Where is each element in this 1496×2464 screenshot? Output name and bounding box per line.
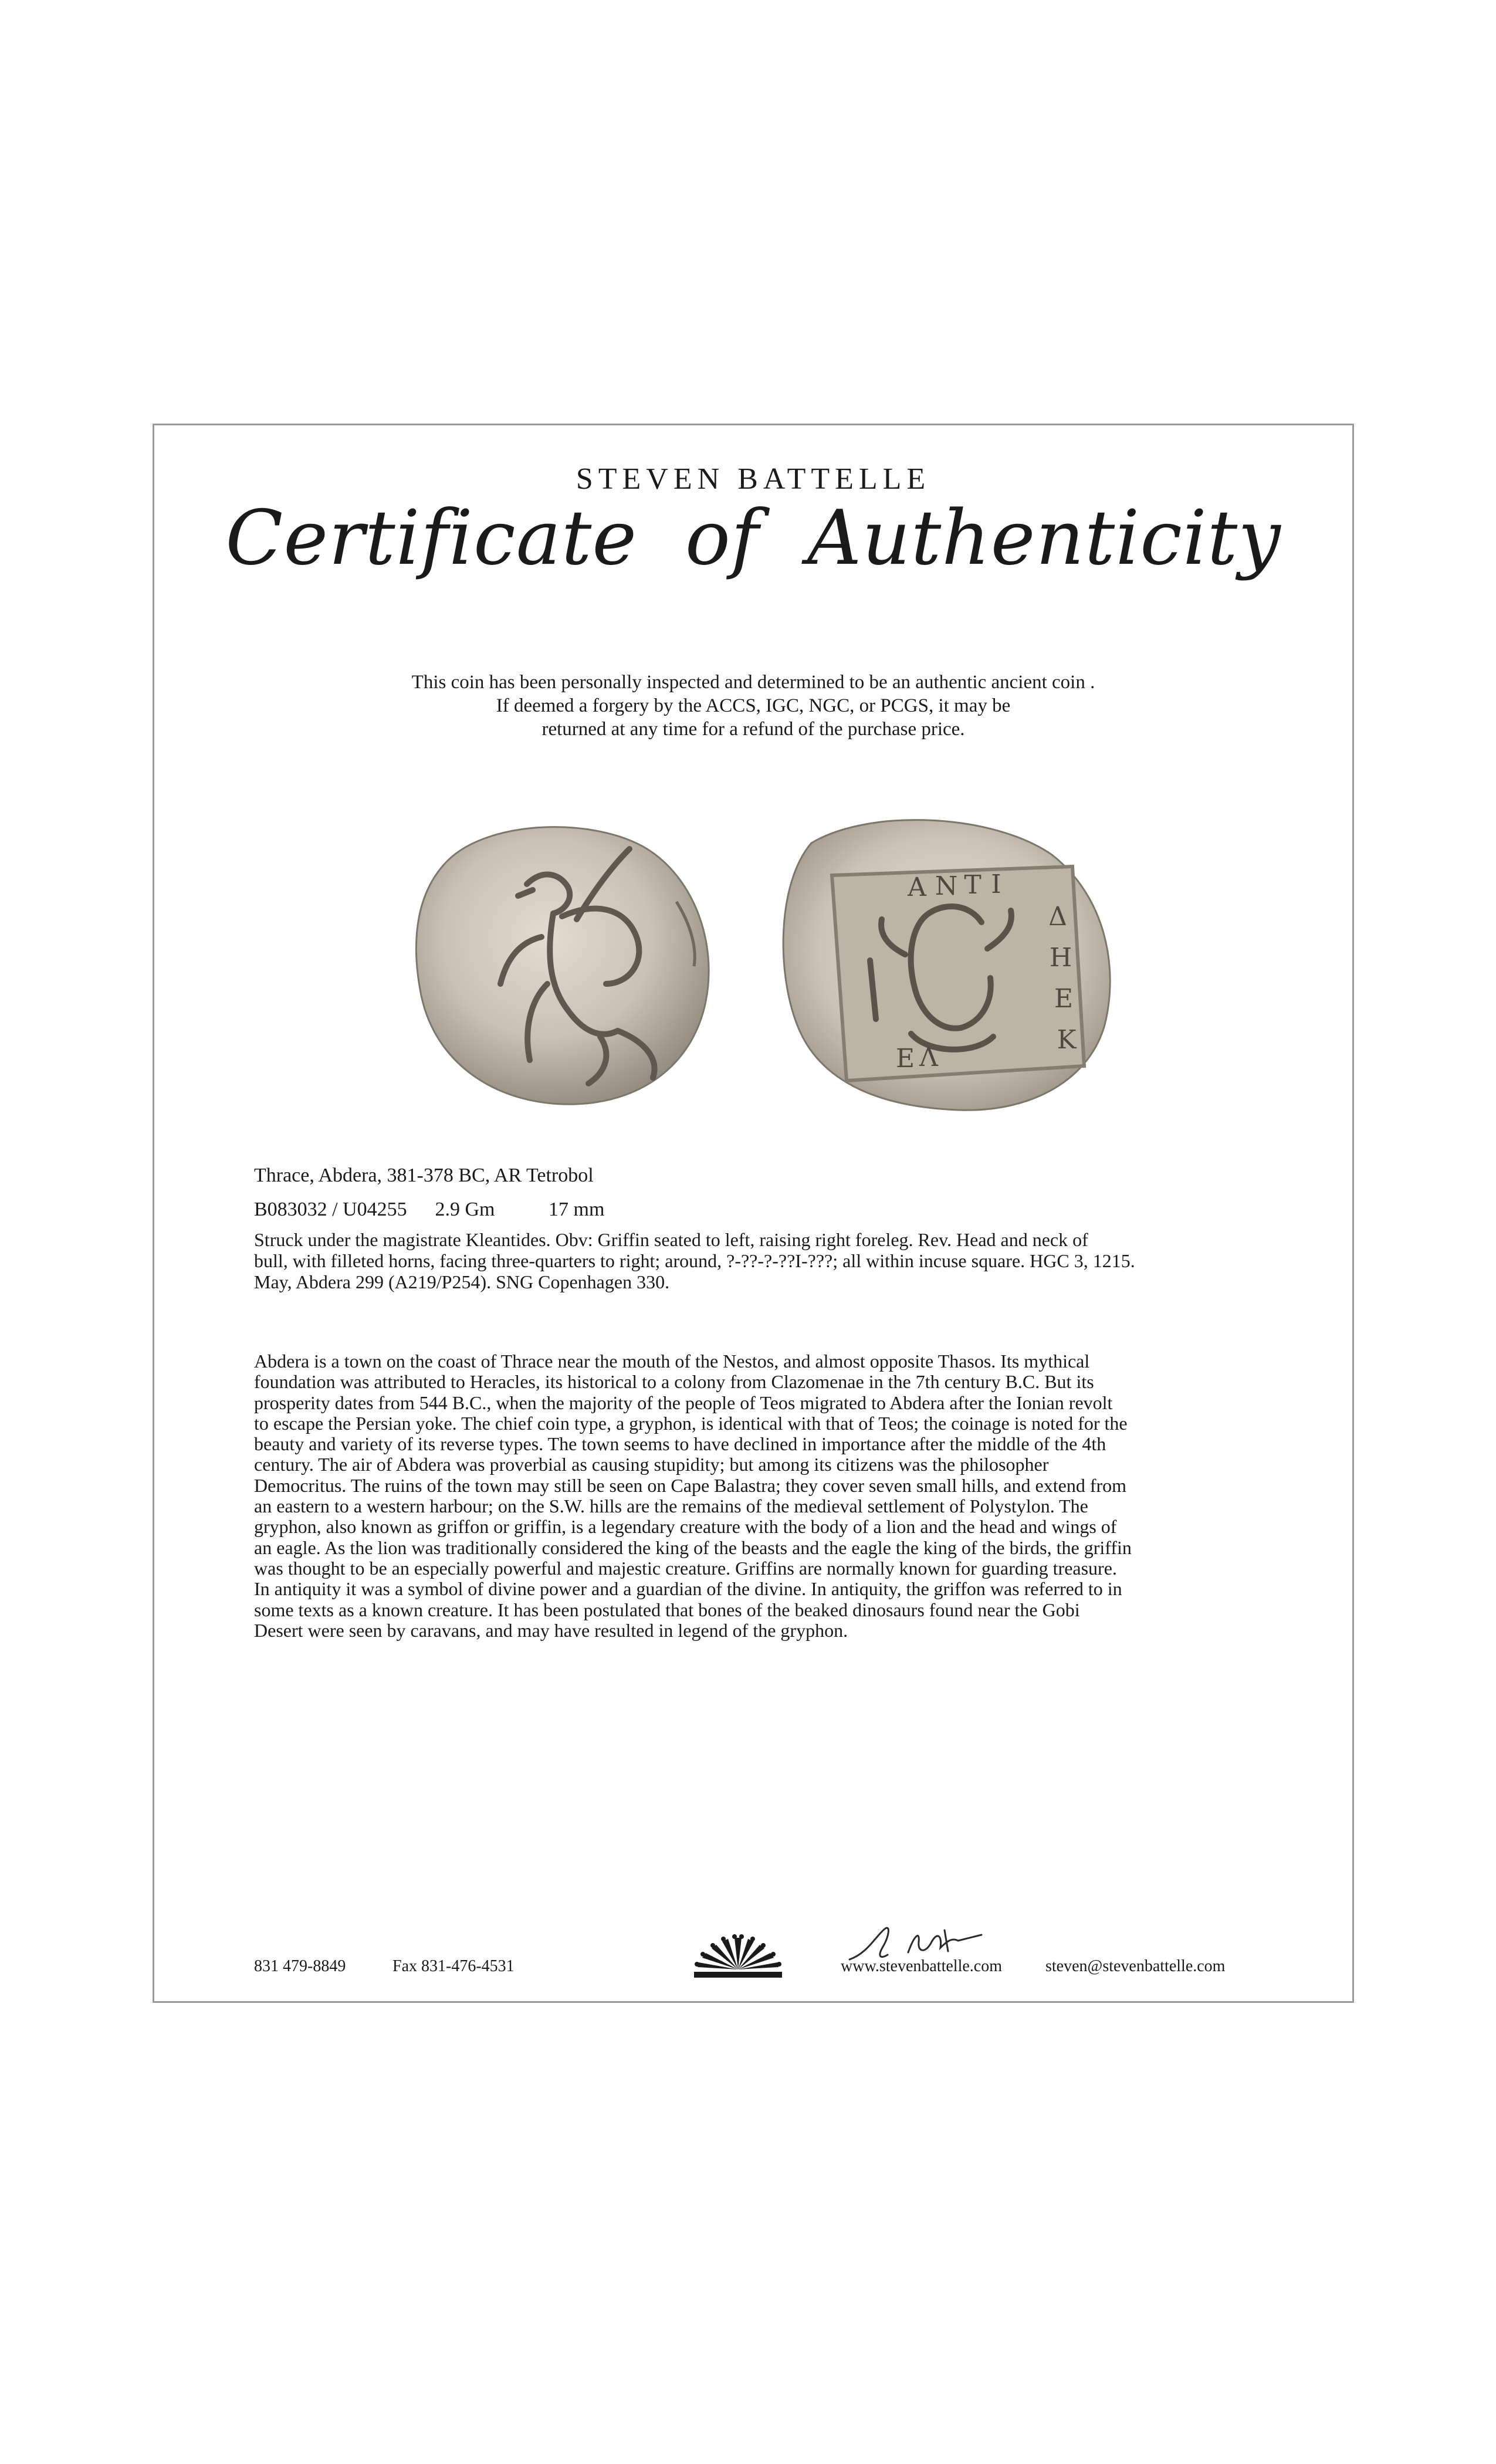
description-line: Struck under the magistrate Kleantides. Obv: Griffin seated to left, raising right foreleg. Rev. Head and neck of <box>254 1229 1088 1250</box>
coin-reverse <box>783 820 1110 1111</box>
coin-images <box>401 808 1128 1119</box>
legend-letter: Ε <box>895 1044 915 1074</box>
footer-email[interactable]: steven@stevenbattelle.com <box>1045 1957 1226 1975</box>
history-line: Desert were seen by caravans, and may have resulted in legend of the gryphon. <box>254 1619 848 1641</box>
inventory-line <box>254 1199 604 1221</box>
description-line: May, Abdera 299 (A219/P254). SNG Copenhagen 330. <box>254 1271 670 1292</box>
legend-letter: Ν <box>935 871 958 901</box>
history-line: prosperity dates from 544 B.C., when the majority of the people of Teos migrated to Abdera after the Ionian revolt <box>254 1392 1113 1413</box>
description-line: bull, with filleted horns, facing three-quarters to right; around, ?-??-?-??I-???; all within incuse square. HGC 3, 1215. <box>254 1250 1135 1271</box>
footer-phone: 831 479-8849 <box>254 1957 346 1975</box>
history-line: In antiquity it was a symbol of divine power and a guardian of the divine. In antiquity, the griffon was referred to in <box>254 1578 1122 1600</box>
footer-fax: Fax 831-476-4531 <box>392 1957 515 1975</box>
coin-diameter: 17 mm <box>549 1199 605 1220</box>
footer-contact <box>154 1957 1352 1992</box>
coin-obverse <box>416 827 709 1105</box>
history-line: some texts as a known creature. It has been postulated that bones of the beaked dinosaurs found near the Gobi <box>254 1599 1080 1620</box>
guarantee-line: returned at any time for a refund of the purchase price. <box>541 719 965 740</box>
legend-letter: Δ <box>1048 902 1067 932</box>
history-line: gryphon, also known as griffon or griffin, is a legendary creature with the body of a lion and the head and wings of <box>254 1516 1117 1538</box>
legend-letter: Λ <box>919 1043 938 1072</box>
guarantee-line: This coin has been personally inspected and determined to be an authentic ancient coin . <box>411 672 1095 693</box>
history-line: Democritus. The ruins of the town may still be seen on Cape Balastra; they cover seven small hills, and extend from <box>254 1474 1127 1496</box>
legend-letter: Κ <box>1057 1025 1077 1055</box>
history-line: Abdera is a town on the coast of Thrace near the mouth of the Nestos, and almost opposite Thasos. Its mythical <box>254 1351 1090 1372</box>
history-line: was thought to be an especially powerful and majestic creature. Griffins are normally known for guarding treasure. <box>254 1557 1117 1579</box>
legend-letter: Ι <box>991 869 1001 899</box>
history-line: to escape the Persian yoke. The chief coin type, a gryphon, is identical with that of Teos; the coinage is noted for the <box>254 1412 1128 1434</box>
guarantee-statement <box>154 671 1352 741</box>
brand-name: STEVEN BATTELLE <box>576 462 931 496</box>
certificate-frame <box>153 424 1354 2003</box>
guarantee-line: If deemed a forgery by the ACCS, IGC, NGC, or PCGS, it may be <box>496 695 1011 716</box>
legend-letter: Τ <box>964 870 981 900</box>
coin-description <box>254 1229 1263 1292</box>
history-line: an eagle. As the lion was traditionally considered the king of the beasts and the eagle the king of the birds, the griffin <box>254 1536 1132 1558</box>
legend-letter: Ε <box>1054 984 1074 1014</box>
inventory-id: B083032 / U04255 <box>254 1199 407 1220</box>
legend-letter: Η <box>1049 943 1072 973</box>
coin-weight: 2.9 Gm <box>435 1199 495 1220</box>
coin-photo <box>401 808 1128 1119</box>
history-line: century. The air of Abdera was proverbial as causing stupidity; but among its citizens was the philosopher <box>254 1454 1049 1475</box>
certificate-title: Certificate of Authenticity <box>225 495 1281 582</box>
history-line: foundation was attributed to Heracles, its historical to a colony from Clazomenae in the 7th century B.C. But its <box>254 1371 1094 1393</box>
footer-website[interactable]: www.stevenbattelle.com <box>841 1957 1002 1975</box>
history-line: beauty and variety of its reverse types. The town seems to have declined in importance after the middle of the 4th <box>254 1433 1106 1455</box>
legend-letter: Α <box>908 872 926 902</box>
history-line: an eastern to a western harbour; on the S.W. hills are the remains of the medieval settlement of Polystylon. The <box>254 1495 1088 1517</box>
history-text <box>254 1351 1275 1641</box>
coin-attribution: Thrace, Abdera, 381-378 BC, AR Tetrobol <box>254 1165 594 1186</box>
